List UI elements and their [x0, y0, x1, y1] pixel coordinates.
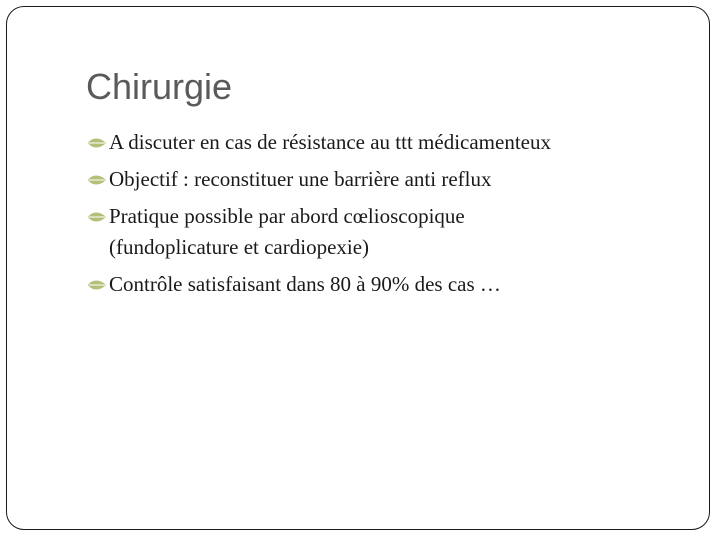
slide-frame [6, 6, 710, 530]
bullet-text: Contrôle satisfaisant dans 80 à 90% des cas … [109, 272, 501, 296]
leaf-bullet-icon [87, 201, 109, 232]
leaf-bullet-icon [87, 127, 109, 158]
bullet-item-3 [87, 201, 697, 263]
bullet-item-1 [87, 127, 697, 158]
bullet-text: Objectif : reconstituer une barrière anti reflux [109, 167, 492, 191]
bullet-item-4 [87, 269, 697, 300]
bullet-item-2 [87, 164, 697, 195]
leaf-bullet-icon [87, 164, 109, 195]
leaf-bullet-icon [87, 269, 109, 300]
slide-title: Chirurgie [86, 66, 233, 107]
bullet-text: A discuter en cas de résistance au ttt médicamenteux [109, 130, 551, 154]
bullet-list [87, 127, 697, 306]
bullet-text: Pratique possible par abord cœlioscopique (fundoplicature et cardiopexie) [109, 204, 465, 259]
